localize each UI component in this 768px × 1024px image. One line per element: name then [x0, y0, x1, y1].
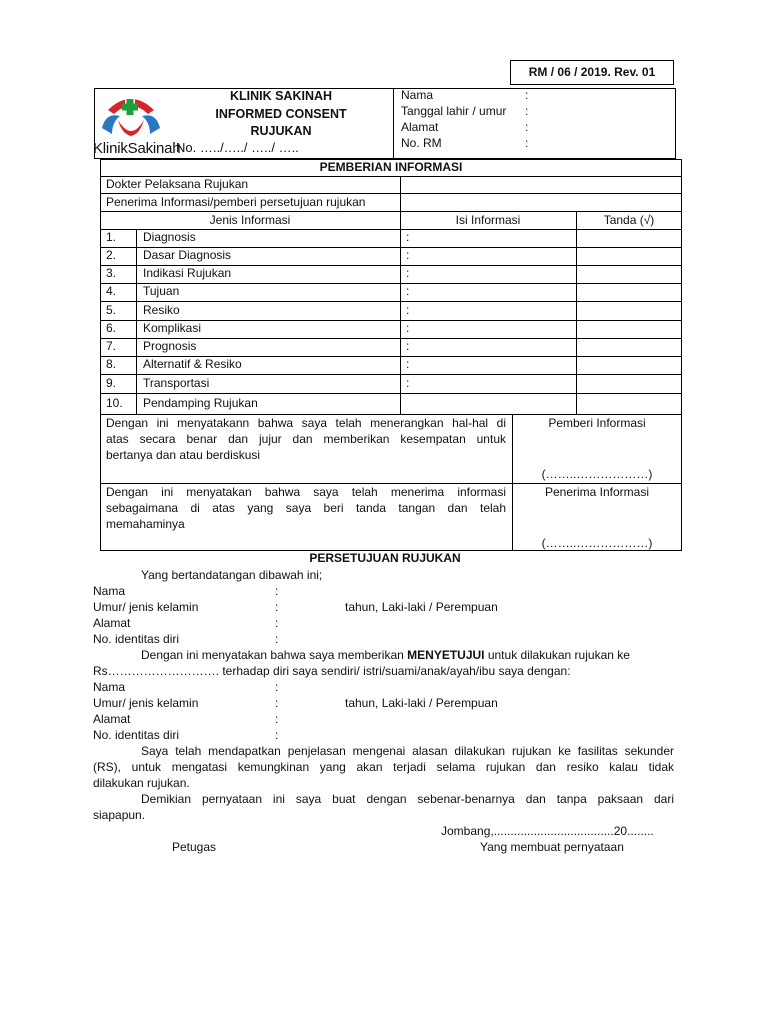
- row-item: Tujuan: [143, 284, 180, 298]
- statement1-line: bertanya dan atau berdiskusi: [106, 448, 261, 462]
- consent-para2-line: (RS), untuk mengatasi kemungkinan yang akan terjadi selama rujukan dan resiko kalau tidak: [93, 760, 674, 774]
- row-isi: :: [406, 357, 410, 371]
- officer-label: Petugas: [172, 840, 217, 854]
- row-isi: :: [406, 230, 410, 244]
- row-no: 8.: [106, 357, 117, 371]
- p1-age-value: tahun, Laki-laki / Perempuan: [345, 600, 498, 614]
- row-item: Alternatif & Resiko: [143, 357, 242, 371]
- row-isi: :: [406, 321, 410, 335]
- consent-para3-line: siapapun.: [93, 808, 146, 822]
- place-date: Jombang,....................................20........: [441, 824, 654, 838]
- patient-dob-sep: :: [525, 104, 529, 118]
- patient-address-label: Alamat: [401, 120, 439, 134]
- info-table-title: PEMBERIAN INFORMASI: [319, 160, 463, 174]
- consent-para2-line: Saya telah mendapatkan penjelasan mengenai alasan dilakukan rujukan ke fasilitas sekunder: [141, 744, 674, 758]
- p2-age-sep: :: [275, 696, 279, 710]
- p2-age-value: tahun, Laki-laki / Perempuan: [345, 696, 498, 710]
- consent-para1-line1: [141, 648, 674, 662]
- row-isi: :: [406, 284, 410, 298]
- consent-para2-line: dilakukan rujukan.: [93, 776, 190, 790]
- patient-rm-sep: :: [525, 136, 529, 150]
- patient-rm-label: No. RM: [401, 136, 442, 150]
- consent-para1-line2: Rs………………………. terhadap diri saya sendiri/ istri/suami/anak/ayah/ibu saya dengan:: [93, 664, 571, 678]
- clinic-name: KLINIK SAKINAH: [229, 89, 333, 103]
- p1-id-sep: :: [275, 632, 279, 646]
- giver-sign-line: (……..………………): [541, 467, 653, 481]
- row-item: Pendamping Rujukan: [143, 396, 258, 410]
- header-divider: [393, 88, 394, 159]
- p2-address-sep: :: [275, 712, 279, 726]
- consent-intro: Yang bertandatangan dibawah ini;: [141, 568, 323, 582]
- row-item: Transportasi: [143, 376, 210, 390]
- p1-name-label: Nama: [93, 584, 126, 598]
- row-no: 6.: [106, 321, 117, 335]
- statement2-line: Dengan ini menyatakan bahwa saya telah menerima informasi: [106, 485, 506, 499]
- p1-age-sep: :: [275, 600, 279, 614]
- patient-address-sep: :: [525, 120, 529, 134]
- statement2-line: memahaminya: [106, 517, 185, 531]
- p2-id-label: No. identitas diri: [93, 728, 180, 742]
- row-item: Indikasi Rujukan: [143, 266, 232, 280]
- form-title: INFORMED CONSENT: [215, 107, 347, 121]
- row-item: Resiko: [143, 303, 180, 317]
- para1-bold: MENYETUJUI: [407, 648, 485, 662]
- row-no: 7.: [106, 339, 117, 353]
- row-item: Komplikasi: [143, 321, 202, 335]
- row-no: 10.: [106, 396, 123, 410]
- col-isi-header: Isi Informasi: [455, 213, 521, 227]
- p2-name-sep: :: [275, 680, 279, 694]
- statement1-line: atas secara benar dan jujur dan memberikan kesempatan untuk: [106, 432, 506, 446]
- row-item: Dasar Diagnosis: [143, 248, 232, 262]
- col-jenis-header: Jenis Informasi: [209, 213, 291, 227]
- doctor-label: Dokter Pelaksana Rujukan: [106, 177, 249, 191]
- p2-id-sep: :: [275, 728, 279, 742]
- row-item: Prognosis: [143, 339, 197, 353]
- p1-address-sep: :: [275, 616, 279, 630]
- col-tanda-header: Tanda (√): [603, 213, 655, 227]
- row-isi: :: [406, 266, 410, 280]
- patient-name-sep: :: [525, 88, 529, 102]
- p2-age-label: Umur/ jenis kelamin: [93, 696, 199, 710]
- receiver-sign-line: (……..………………): [541, 536, 653, 550]
- row-no: 3.: [106, 266, 117, 280]
- giver-sign-label: Pemberi Informasi: [548, 416, 646, 430]
- form-subtitle: RUJUKAN: [250, 124, 312, 138]
- row-no: 5.: [106, 303, 117, 317]
- row-isi: :: [406, 376, 410, 390]
- p1-age-label: Umur/ jenis kelamin: [93, 600, 199, 614]
- para1-pre: Dengan ini menyatakan bahwa saya memberikan: [141, 648, 408, 662]
- row-no: 4.: [106, 284, 117, 298]
- row-isi: :: [406, 339, 410, 353]
- p1-name-sep: :: [275, 584, 279, 598]
- row-isi: :: [406, 248, 410, 262]
- recipient-label: Penerima Informasi/pemberi persetujuan rujukan: [106, 195, 366, 209]
- patient-dob-label: Tanggal lahir / umur: [401, 104, 507, 118]
- row-item: Diagnosis: [143, 230, 196, 244]
- consent-title: PERSETUJUAN RUJUKAN: [309, 551, 461, 565]
- patient-name-label: Nama: [401, 88, 434, 102]
- p1-address-label: Alamat: [93, 616, 131, 630]
- p2-name-label: Nama: [93, 680, 126, 694]
- form-code: RM / 06 / 2019. Rev. 01: [528, 65, 656, 79]
- form-number: No. …../…../ …../ …..: [176, 140, 299, 155]
- p2-address-label: Alamat: [93, 712, 131, 726]
- row-isi: :: [406, 303, 410, 317]
- row-no: 2.: [106, 248, 117, 262]
- p1-id-label: No. identitas diri: [93, 632, 180, 646]
- statement2-line: sebagaimana di atas yang saya beri tanda tangan dan telah: [106, 501, 506, 515]
- row-no: 9.: [106, 376, 117, 390]
- clinic-logo: [93, 90, 181, 158]
- declarant-label: Yang membuat pernyataan: [480, 840, 624, 854]
- statement1-line: Dengan ini menyatakann bahwa saya telah menerangkan hal-hal di: [106, 416, 506, 430]
- para1-post: untuk dilakukan rujukan ke: [484, 648, 630, 662]
- row-no: 1.: [106, 230, 117, 244]
- consent-para3-line: Demikian pernyataan ini saya buat dengan sebenar-benarnya dan tanpa paksaan dari: [141, 792, 674, 806]
- logo-text: KlinikSakinah: [93, 140, 181, 157]
- receiver-sign-label: Penerima Informasi: [544, 485, 650, 499]
